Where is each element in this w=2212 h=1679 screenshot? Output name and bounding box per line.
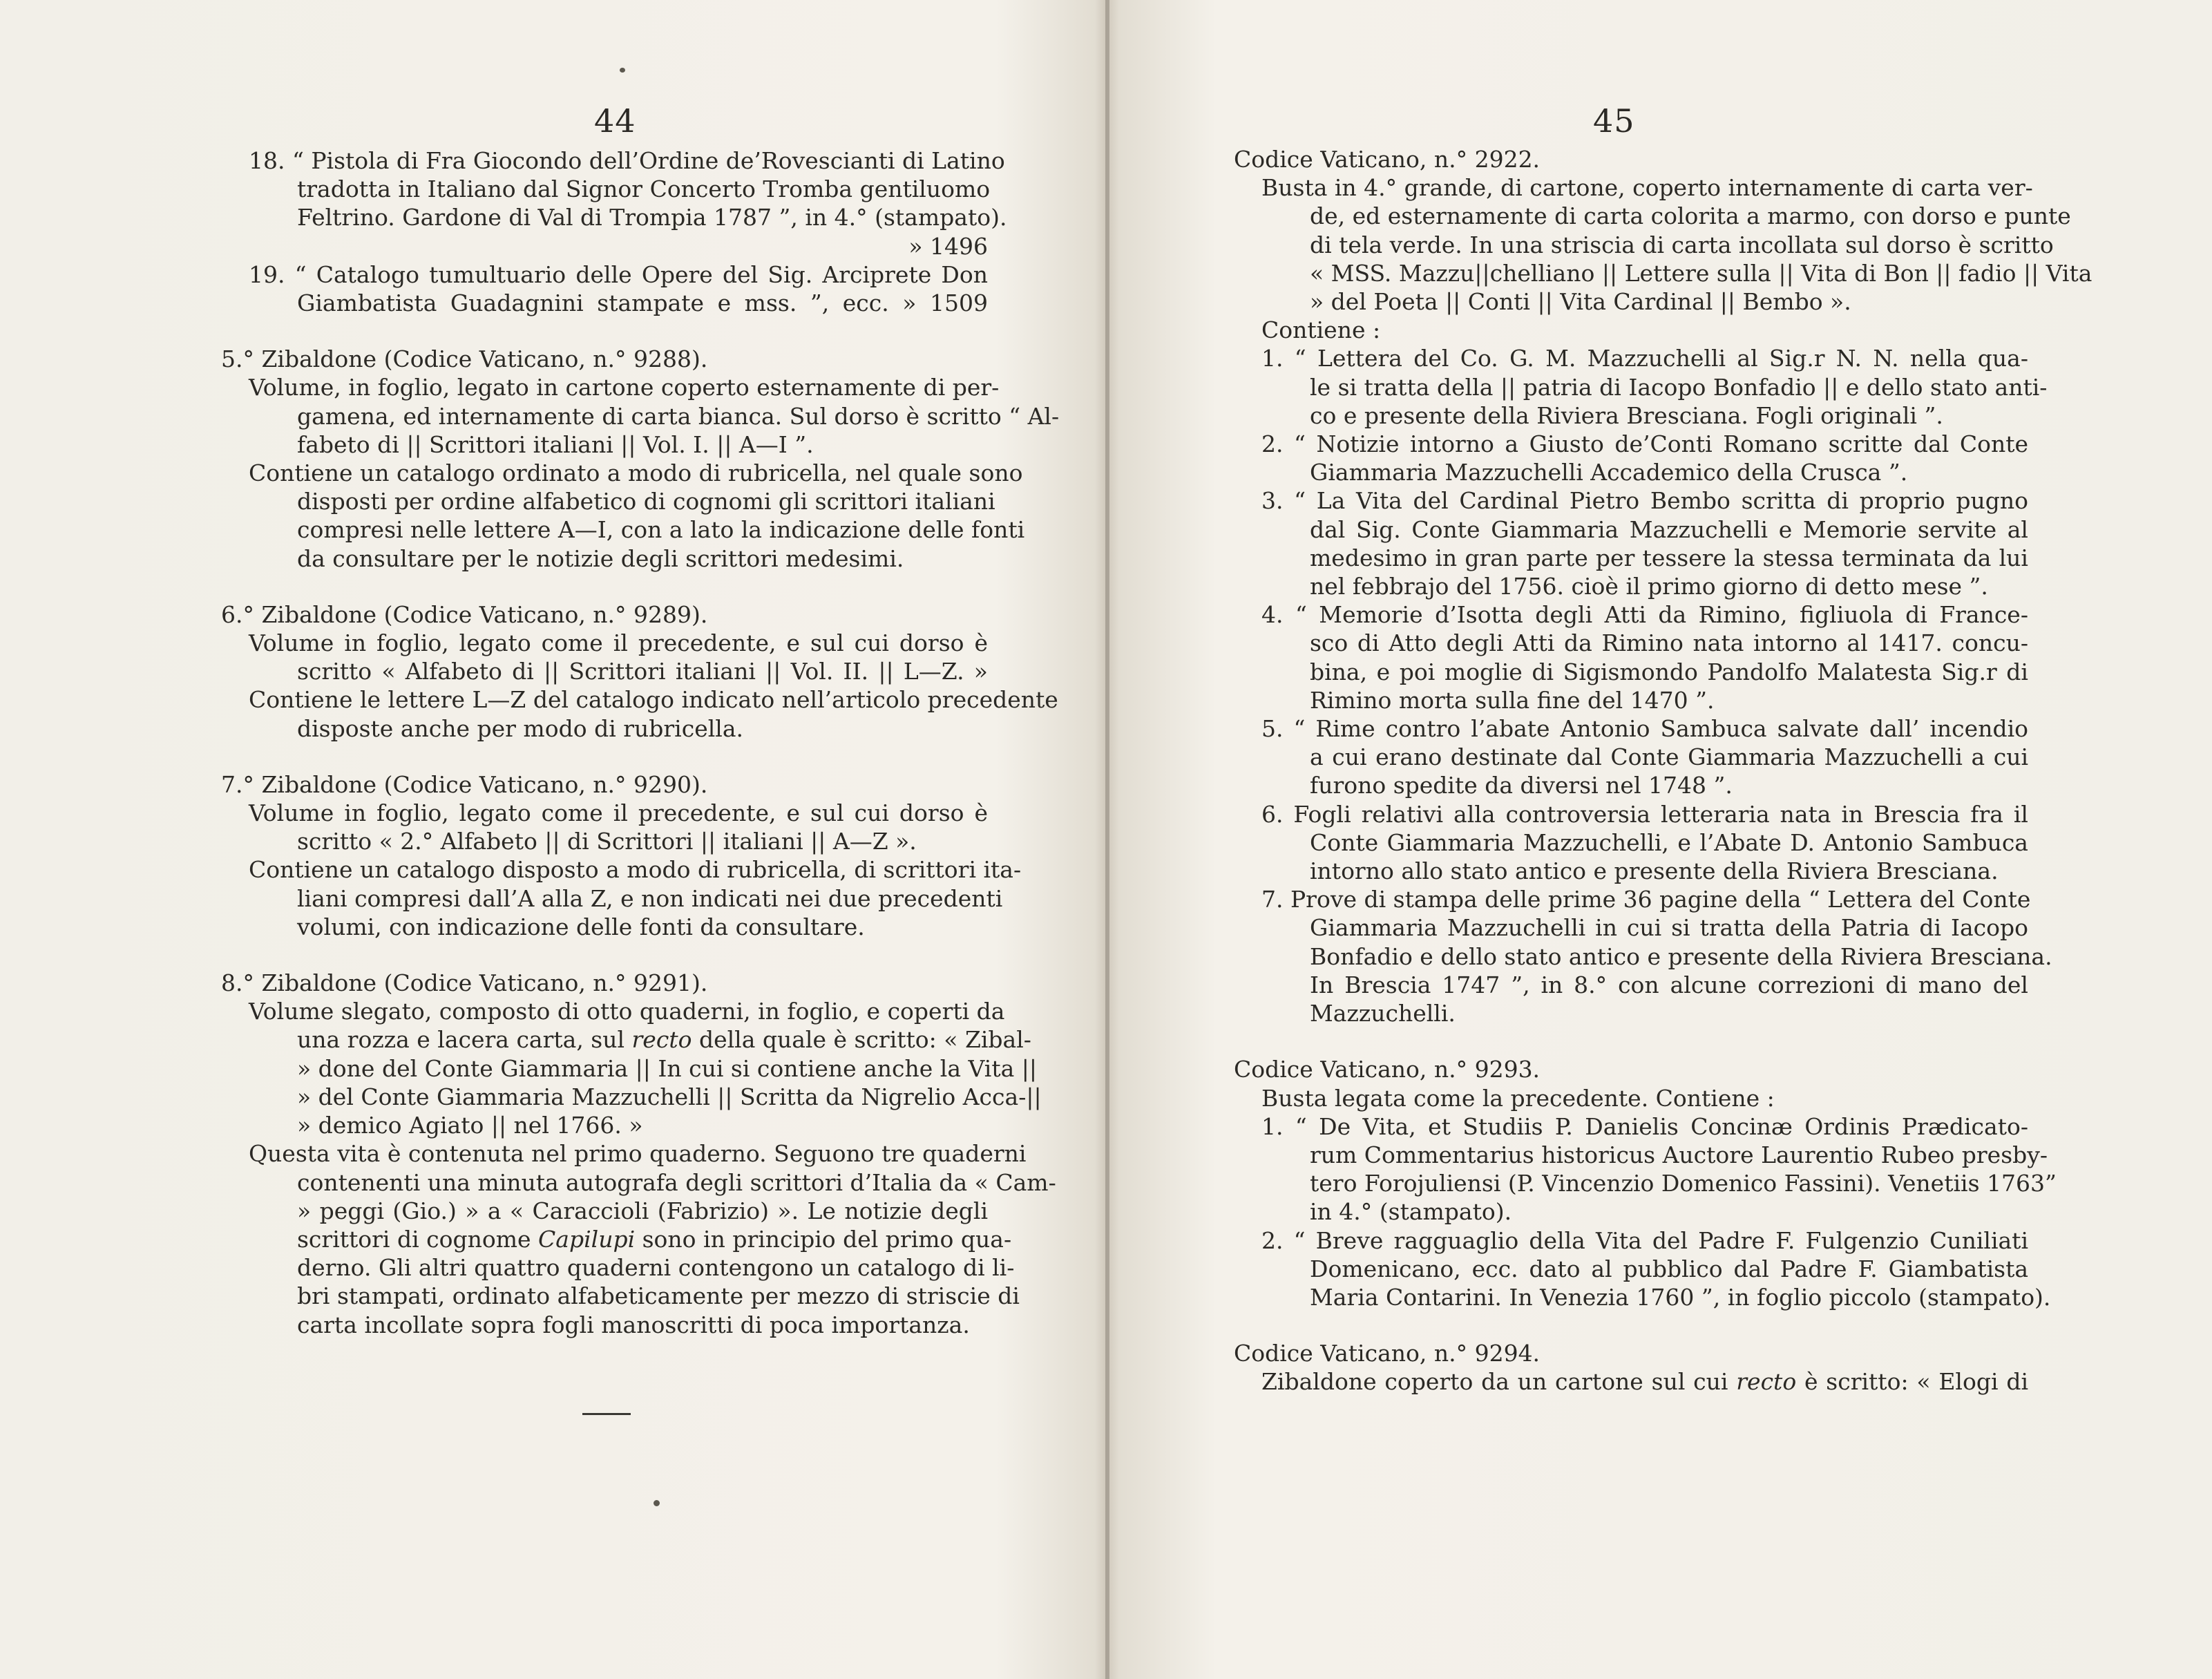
left-page [0,0,1105,1679]
text-line: Busta in 4.° grande, di cartone, coperto internamente di carta ver- [1261,174,2033,202]
text-line: 4. “ Memorie d’Isotta degli Atti da Rimino, figliuola di France- [1261,601,2028,629]
text-line: Codice Vaticano, n.° 2922. [1234,146,1541,173]
text-line: le si tratta della || patria di Iacopo Bonfadio || e dello stato anti- [1310,373,2048,401]
text-line: Domenicano, ecc. dato al pubblico dal Padre F. Giambatista [1310,1255,2028,1282]
text-line: » peggi (Gio.) » a « Caraccioli (Fabrizio) ». Le notizie degli [297,1197,988,1224]
text-line: bri stampati, ordinato alfabeticamente per mezzo di striscie di [297,1282,1020,1310]
left-page-text [221,146,1060,1339]
text-line: intorno allo stato antico e presente della Riviera Bresciana. [1310,857,1999,885]
text-line: de, ed esternamente di carta colorita a marmo, con dorso e punte [1310,202,2071,230]
text-line: Questa vita è contenuta nel primo quaderno. Seguono tre quaderni [249,1140,1027,1168]
text-line: In Brescia 1747 ”, in 8.° con alcune correzioni di mano del [1310,971,2028,998]
text-line: » demico Agiato || nel 1766. » [297,1112,643,1139]
text-line: Contiene un catalogo disposto a modo di rubricella, di scrittori ita- [249,856,1022,884]
text-line: 7. Prove di stampa delle prime 36 pagine della “ Lettera del Conte [1261,886,2031,913]
text-line: 3. “ La Vita del Cardinal Pietro Bembo scritta di proprio pugno [1261,487,2028,515]
text-line: scrittori di cognome Capilupi sono in principio del primo qua- [297,1225,1012,1253]
text-line: fabeto di || Scrittori italiani || Vol. I. || A—I ”. [297,430,814,458]
text-line: tradotta in Italiano dal Signor Concerto Tromba gentiluomo [297,176,991,203]
text-line: disposte anche per modo di rubricella. [297,714,743,742]
text-line: 18. “ Pistola di Fra Giocondo dell’Ordine de’Rovescianti di Latino [249,147,1005,174]
text-line: da consultare per le notizie degli scrittori medesimi. [297,544,904,572]
text-line: Zibaldone coperto da un cartone sul cui recto è scritto: « Elogi di [1261,1368,2028,1396]
text-line: a cui erano destinate dal Conte Giammaria Mazzuchelli a cui [1310,743,2028,771]
text-line: 1. “ Lettera del Co. G. M. Mazzuchelli al Sig.r N. N. nella qua- [1261,345,2028,372]
text-line: 5.° Zibaldone (Codice Vaticano, n.° 9288). [221,345,708,373]
text-line: » del Poeta || Conti || Vita Cardinal || Bembo ». [1310,288,1851,316]
text-line: » done del Conte Giammaria || In cui si contiene anche la Vita || [297,1054,1037,1082]
text-line: Codice Vaticano, n.° 9294. [1234,1340,1541,1367]
text-line: medesimo in gran parte per tessere la stessa terminata da lui [1310,544,2028,571]
text-line: Codice Vaticano, n.° 9293. [1234,1056,1541,1083]
page-number: 45 [1593,102,1635,140]
text-line: 7.° Zibaldone (Codice Vaticano, n.° 9290). [221,770,708,798]
text-line: liani compresi dall’A alla Z, e non indicati nei due precedenti [297,884,1003,912]
paragraph-gap [221,573,988,600]
paragraph-gap [221,743,988,770]
text-line: Volume slegato, composto di otto quaderni, in foglio, e coperti da [249,998,1005,1025]
right-page-text [1234,145,2092,1396]
text-line: scritto « 2.° Alfabeto || di Scrittori || italiani || A—Z ». [297,828,917,855]
paragraph-gap [1234,1027,2028,1055]
text-line: nel febbrajo del 1756. cioè il primo giorno di detto mese ”. [1310,573,1988,600]
text-line: Rimino morta sulla fine del 1470 ”. [1310,686,1715,714]
text-line: furono spedite da diversi nel 1748 ”. [1310,772,1733,799]
text-line: Giammaria Mazzuchelli Accademico della Crusca ”. [1310,459,1908,486]
text-line: bina, e poi moglie di Sigismondo Pandolfo Malatesta Sig.r di [1310,658,2028,685]
paragraph-gap [221,317,988,345]
text-line: Giambatista Guadagnini stampate e mss. ”, ecc. » 1509 [297,290,988,317]
text-line: Volume, in foglio, legato in cartone coperto esternamente di per- [249,374,1000,401]
text-line: Volume in foglio, legato come il precedente, e sul cui dorso è [249,629,988,657]
text-line: carta incollate sopra fogli manoscritti di poca importanza. [297,1311,970,1338]
text-line: « MSS. Mazzu||chelliano || Lettere sulla || Vita di Bon || fadio || Vita [1310,259,2092,287]
text-line: dal Sig. Conte Giammaria Mazzuchelli e Memorie servite al [1310,515,2028,543]
text-line: Feltrino. Gardone di Val di Trompia 1787 ”, in 4.° (stampato). [297,204,1007,231]
text-line: Volume in foglio, legato come il precedente, e sul cui dorso è [249,799,988,827]
text-line: 2. “ Breve ragguaglio della Vita del Padre F. Fulgenzio Cuniliati [1261,1226,2028,1254]
text-line: rum Commentarius historicus Auctore Laurentio Rubeo presby- [1310,1141,2048,1168]
text-line: 2. “ Notizie intorno a Giusto de’Conti Romano scritte dal Conte [1261,430,2028,458]
text-line: Mazzuchelli. [1310,1000,1456,1027]
right-page [1109,0,2212,1679]
paper-speck [620,68,625,73]
text-line: scritto « Alfabeto di || Scrittori italiani || Vol. II. || L—Z. » [297,658,988,685]
text-line: Contiene le lettere L—Z del catalogo indicato nell’articolo precedente [249,686,1058,714]
section-rule [582,1413,631,1415]
text-line: Bonfadio e dello stato antico e presente della Riviera Bresciana. [1310,942,2052,970]
text-line: » del Conte Giammaria Mazzuchelli || Scritta da Nigrelio Acca-|| [297,1083,1042,1110]
text-line: gamena, ed internamente di carta bianca. Sul dorso è scritto “ Al- [297,402,1060,430]
text-line: 6.° Zibaldone (Codice Vaticano, n.° 9289). [221,600,708,628]
text-line: Giammaria Mazzuchelli in cui si tratta della Patria di Iacopo [1310,914,2028,942]
text-line: di tela verde. In una striscia di carta incollata sul dorso è scritto [1310,231,2054,258]
paragraph-gap [221,941,988,969]
text-line: 19. “ Catalogo tumultuario delle Opere del Sig. Arciprete Don [249,260,988,288]
text-line: 8.° Zibaldone (Codice Vaticano, n.° 9291). [221,969,708,997]
paper-speck [654,1500,660,1506]
text-line: 6. Fogli relativi alla controversia letteraria nata in Brescia fra il [1261,800,2028,828]
text-line: Contiene : [1261,316,1381,344]
text-line: Maria Contarini. In Venezia 1760 ”, in foglio piccolo (stampato). [1310,1283,2051,1311]
page-number: 44 [594,102,636,140]
text-line: tero Forojuliensi (P. Vincenzio Domenico Fassini). Venetiis 1763” [1310,1170,2057,1197]
text-line: 5. “ Rime contro l’abate Antonio Sambuca salvate dall’ incendio [1261,715,2028,743]
text-line: sco di Atto degli Atti da Rimino nata intorno al 1417. concu- [1310,629,2028,657]
text-line: volumi, con indicazione delle fonti da consultare. [297,913,865,940]
text-line: » 1496 [908,232,988,260]
text-line: Conte Giammaria Mazzuchelli, e l’Abate D. Antonio Sambuca [1310,828,2028,856]
text-line: una rozza e lacera carta, sul recto della quale è scritto: « Zibal- [297,1026,1031,1054]
paragraph-gap [1234,1311,2028,1339]
text-line: disposti per ordine alfabetico di cognomi gli scrittori italiani [297,488,995,515]
text-line: co e presente della Riviera Bresciana. Fogli originali ”. [1310,401,1943,429]
text-line: derno. Gli altri quattro quaderni contengono un catalogo di li- [297,1254,1015,1282]
text-line: Busta legata come la precedente. Contiene : [1261,1084,1775,1112]
text-line: in 4.° (stampato). [1310,1198,1512,1226]
text-line: contenenti una minuta autografa degli scrittori d’Italia da « Cam- [297,1168,1056,1196]
text-line: 1. “ De Vita, et Studiis P. Danielis Concinæ Ordinis Prædicato- [1261,1112,2028,1140]
text-line: Contiene un catalogo ordinato a modo di rubricella, nel quale sono [249,459,1023,487]
text-line: compresi nelle lettere A—I, con a lato la indicazione delle fonti [297,516,1025,544]
